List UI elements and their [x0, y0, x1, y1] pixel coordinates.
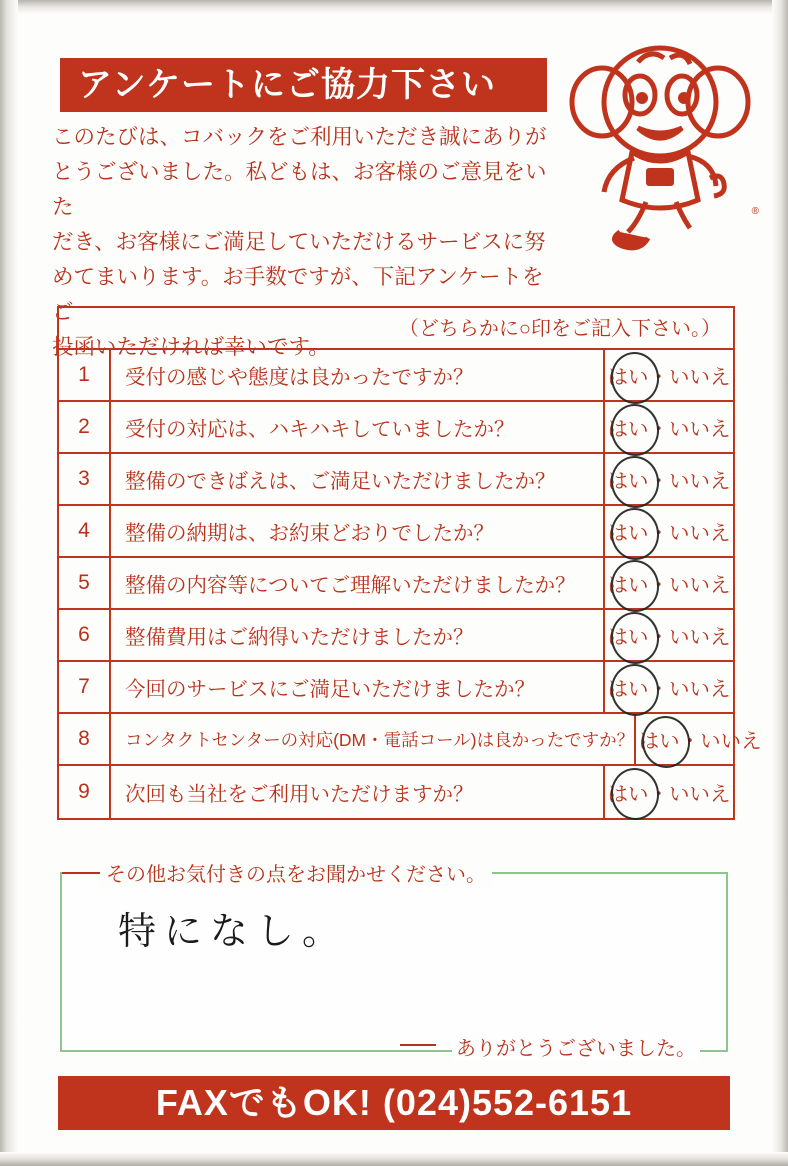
table-row [59, 714, 762, 766]
table-row [59, 454, 733, 506]
intro-line-4: めてまいります。お手数ですが、下記アンケートをご [52, 265, 544, 324]
table-row [59, 506, 733, 558]
answer-cell[interactable] [605, 766, 733, 818]
fax-number-text: FAXでもOK! (024)552-6151 [155, 1082, 633, 1123]
question-number: 3 [59, 454, 111, 504]
intro-line-1: このたびは、コバックをご利用いただき誠にありが [52, 125, 547, 149]
answer-cell[interactable] [605, 454, 733, 504]
question-text: 整備のできばえは、ご満足いただけましたか？ [111, 454, 605, 504]
mascot-character-icon [560, 40, 765, 255]
registered-mark: ® [751, 206, 759, 217]
answer-cell[interactable] [636, 714, 764, 764]
question-text: コンタクトセンターの対応(DM・電話コール)は良かったですか？ [111, 714, 636, 764]
answer-options: はい・いいえ [607, 783, 731, 806]
question-number: 1 [59, 350, 111, 400]
table-row [59, 662, 733, 714]
answer-cell[interactable] [605, 610, 733, 660]
handwritten-circle-mark [608, 453, 663, 511]
table-row [59, 610, 733, 662]
question-number: 7 [59, 662, 111, 712]
answer-options: はい・いいえ [607, 366, 731, 389]
table-row [59, 350, 733, 402]
survey-table [57, 306, 762, 820]
answer-options: はい・いいえ [607, 678, 731, 701]
handwritten-circle-mark [608, 349, 663, 407]
free-comment-label: その他お気付きの点をお聞かせください。 [100, 858, 492, 887]
fax-banner [58, 1076, 730, 1130]
question-number: 9 [59, 766, 111, 818]
table-row [59, 402, 733, 454]
intro-line-5: 投函いただければ幸いです。 [52, 335, 330, 359]
table-row [59, 766, 733, 818]
handwritten-circle-mark [608, 557, 663, 615]
handwritten-circle-mark [608, 609, 663, 667]
answer-cell[interactable] [605, 506, 733, 556]
handwritten-circle-mark [608, 401, 663, 459]
question-text: 受付の感じや態度は良かったですか？ [111, 350, 605, 400]
question-text: 次回も当社をご利用いただけますか？ [111, 766, 605, 818]
question-text: 受付の対応は、ハキハキしていましたか？ [111, 402, 605, 452]
survey-instruction: （どちらかに○印をご記入下さい。） [59, 308, 733, 350]
question-number: 2 [59, 402, 111, 452]
answer-cell[interactable] [605, 558, 733, 608]
answer-options: はい・いいえ [607, 418, 731, 441]
thanks-text: ありがとうございました。 [452, 1032, 700, 1061]
question-number: 8 [59, 714, 111, 764]
question-number: 6 [59, 610, 111, 660]
answer-options: はい・いいえ [607, 626, 731, 649]
answer-options: はい・いいえ [607, 522, 731, 545]
title-banner [60, 58, 547, 112]
handwritten-circle-mark [608, 765, 663, 823]
question-text: 整備の内容等についてご理解いただけましたか？ [111, 558, 605, 608]
comment-label-rule [62, 872, 102, 874]
handwritten-circle-mark [608, 505, 663, 563]
question-text: 整備の納期は、お約束どおりでしたか？ [111, 506, 605, 556]
page-title: アンケートにご協力下さい [78, 66, 496, 104]
intro-line-2: とうございました。私どもは、お客様のご意見をいた [52, 160, 547, 219]
answer-cell[interactable] [605, 662, 733, 712]
question-number: 4 [59, 506, 111, 556]
handwritten-circle-mark [608, 661, 663, 719]
free-comment-box[interactable] [60, 872, 728, 1052]
thanks-rule [400, 1044, 436, 1046]
handwritten-comment-value: 特になし。 [118, 909, 349, 953]
answer-cell[interactable] [605, 350, 733, 400]
question-number: 5 [59, 558, 111, 608]
answer-cell[interactable] [605, 402, 733, 452]
question-text: 整備費用はご納得いただけましたか？ [111, 610, 605, 660]
answer-options: はい・いいえ [638, 730, 762, 753]
handwritten-circle-mark [639, 713, 694, 771]
answer-options: はい・いいえ [607, 574, 731, 597]
intro-line-3: だき、お客様にご満足していただけるサービスに努 [52, 230, 546, 254]
table-row [59, 558, 733, 610]
question-text: 今回のサービスにご満足いただけましたか？ [111, 662, 605, 712]
answer-options: はい・いいえ [607, 470, 731, 493]
